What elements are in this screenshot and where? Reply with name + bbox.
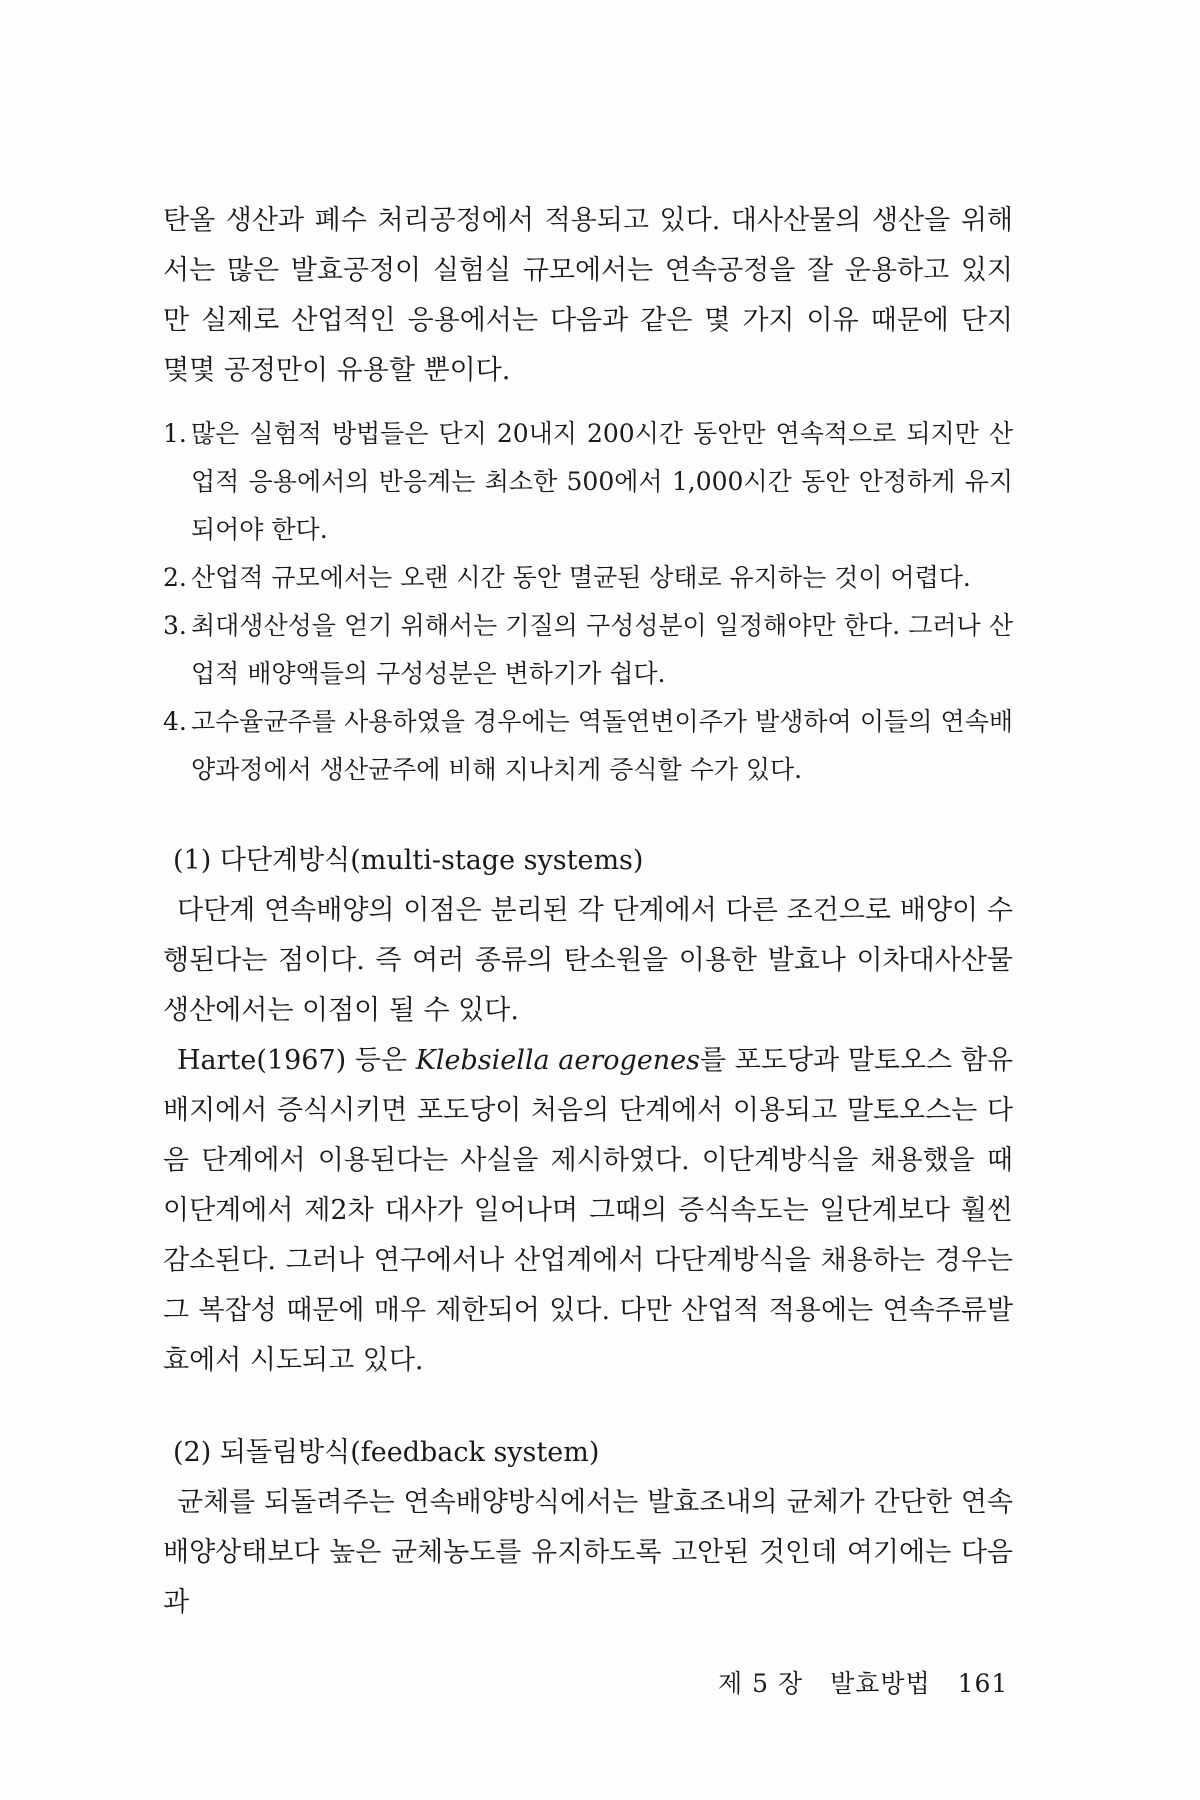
list-item-text: 고수율균주를 사용하였을 경우에는 역돌연변이주가 발생하여 이들의 연속배양과정에서 생산균주에 비해 지나치게 증식할 수가 있다. bbox=[191, 707, 1013, 784]
chapter-title: 발효방법 bbox=[830, 1669, 931, 1698]
section-heading-feedback: (2) 되돌림방식(feedback system) bbox=[173, 1437, 600, 1468]
page-footer bbox=[718, 1664, 1026, 1700]
list-item bbox=[163, 602, 1013, 698]
reasons-list bbox=[163, 410, 1013, 794]
list-item bbox=[163, 698, 1013, 794]
list-item-number: 4. bbox=[163, 707, 187, 736]
list-item-text: 최대생산성을 얻기 위해서는 기질의 구성성분이 일정해야만 한다. 그러나 산업적 배양액들의 구성성분은 변하기가 쉽다. bbox=[191, 611, 1013, 688]
paragraph-text-rest: 를 포도당과 말토오스 함유배지에서 증식시키면 포도당이 처음의 단계에서 이용되고 말토오스는 다음 단계에서 이용된다는 사실을 제시하였다. 이단계방식을 채용했을 때 이단계에서 제2차 대사가 일어나며 그때의 증식속도는 일단계보다 훨씬 감소된다. 그러나 연구에서나 산업계에서 다단계방식을 채용하는 경우는 그 복잡성 때문에 매우 제한되어 있다. 다만 산업적 적용에는 연속주류발효에서 시도되고 있다. bbox=[163, 1045, 1013, 1376]
species-name: Klebsiella aerogenes bbox=[415, 1045, 701, 1076]
intro-paragraph: 탄올 생산과 폐수 처리공정에서 적용되고 있다. 대사산물의 생산을 위해서는 많은 발효공정이 실험실 규모에서는 연속공정을 잘 운용하고 있지만 실제로 산업적인 응용에서는 다음과 같은 몇 가지 이유 때문에 단지 몇몇 공정만이 유용할 뿐이다. bbox=[163, 205, 1013, 386]
list-item-number: 2. bbox=[163, 563, 187, 592]
chapter-label: 제 5 장 bbox=[718, 1669, 804, 1698]
list-item-text: 많은 실험적 방법들은 단지 20내지 200시간 동안만 연속적으로 되지만 산업적 응용에서의 반응계는 최소한 500에서 1,000시간 동안 안정하게 유지되어야 한다. bbox=[191, 419, 1013, 544]
list-item-text: 산업적 규모에서는 오랜 시간 동안 멸균된 상태로 유지하는 것이 어렵다. bbox=[191, 563, 971, 592]
list-item-number: 1. bbox=[163, 419, 187, 448]
section-heading-multi-stage: (1) 다단계방식(multi-stage systems) bbox=[173, 845, 644, 876]
list-item-number: 3. bbox=[163, 611, 187, 640]
multi-stage-paragraph-1: 다단계 연속배양의 이점은 분리된 각 단계에서 다른 조건으로 배양이 수행된다는 점이다. 즉 여러 종류의 탄소원을 이용한 발효나 이차대사산물 생산에서는 이점이 될 수 있다. bbox=[163, 895, 1013, 1026]
list-item bbox=[163, 554, 1013, 602]
page-content bbox=[163, 196, 1013, 1628]
feedback-paragraph-1: 균체를 되돌려주는 연속배양방식에서는 발효조내의 균체가 간단한 연속배양상태보다 높은 균체농도를 유지하도록 고안된 것인데 여기에는 다음과 bbox=[163, 1487, 1013, 1618]
page-number: 161 bbox=[957, 1669, 1009, 1698]
paragraph-text-start: Harte(1967) 등은 bbox=[177, 1045, 416, 1076]
list-item bbox=[163, 410, 1013, 554]
multi-stage-paragraph-2 bbox=[163, 1036, 1013, 1386]
